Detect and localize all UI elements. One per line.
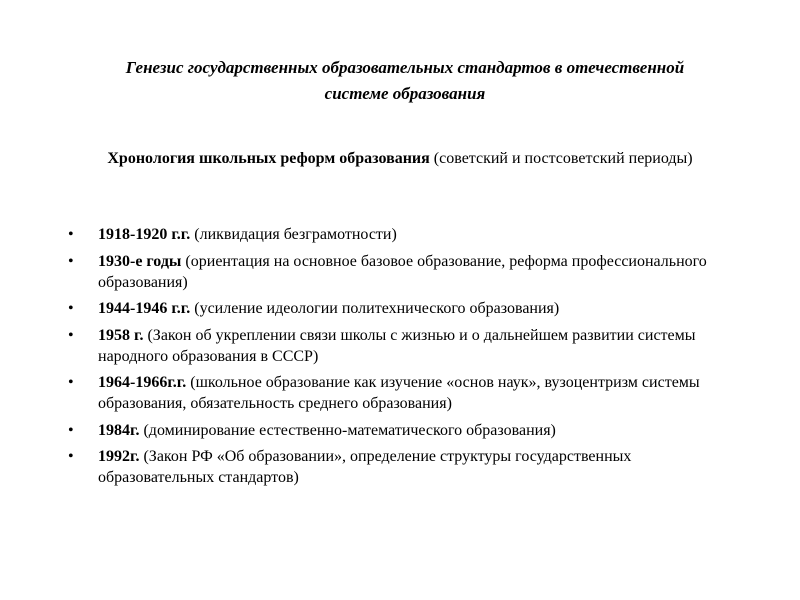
item-text: (Закон об укреплении связи школы с жизнью и о дальнейшем развитии системы народного образования в СССР) <box>98 326 696 365</box>
subtitle-regular-part: (советский и постсоветский периоды) <box>429 150 693 167</box>
bullet-icon: • <box>68 226 74 243</box>
list-item <box>68 224 708 245</box>
list-item <box>68 446 708 488</box>
list-item <box>68 372 708 414</box>
item-text: (доминирование естественно-математического образования) <box>139 421 556 439</box>
slide-subtitle <box>55 148 745 169</box>
subtitle-bold-part: Хронология школьных реформ образования <box>107 150 430 167</box>
item-text: (ликвидация безграмотности) <box>190 226 397 243</box>
reform-list <box>68 224 708 494</box>
item-year: 1944-1946 г.г. <box>98 300 191 317</box>
item-year: 1930-е годы <box>98 252 182 270</box>
bullet-icon: • <box>68 252 74 270</box>
list-item <box>68 325 708 367</box>
list-item <box>68 420 708 441</box>
item-year: 1958 г. <box>98 326 144 344</box>
item-year: 1918-1920 г.г. <box>98 226 191 243</box>
list-item <box>68 251 708 293</box>
bullet-icon: • <box>68 374 74 391</box>
slide-title: Генезис государственных образовательных стандартов в отечественной системе образования <box>125 58 685 103</box>
item-year: 1984г. <box>98 421 140 439</box>
bullet-icon: • <box>68 448 74 465</box>
bullet-icon: • <box>68 300 74 317</box>
item-year: 1992г. <box>98 448 140 465</box>
bullet-icon: • <box>68 326 74 344</box>
item-text: (усиление идеологии политехнического образования) <box>190 300 560 317</box>
item-text: (ориентация на основное базовое образование, реформа профессионального образования) <box>98 252 707 291</box>
bullet-icon: • <box>68 421 74 439</box>
list-item <box>68 298 708 319</box>
item-text: (школьное образование как изучение «основ наук», вузоцентризм системы образования, обязательность среднего образования) <box>98 374 700 412</box>
item-year: 1964-1966г.г. <box>98 374 187 391</box>
item-text: (Закон РФ «Об образовании», определение структуры государственных образовательных стандартов) <box>98 448 632 486</box>
